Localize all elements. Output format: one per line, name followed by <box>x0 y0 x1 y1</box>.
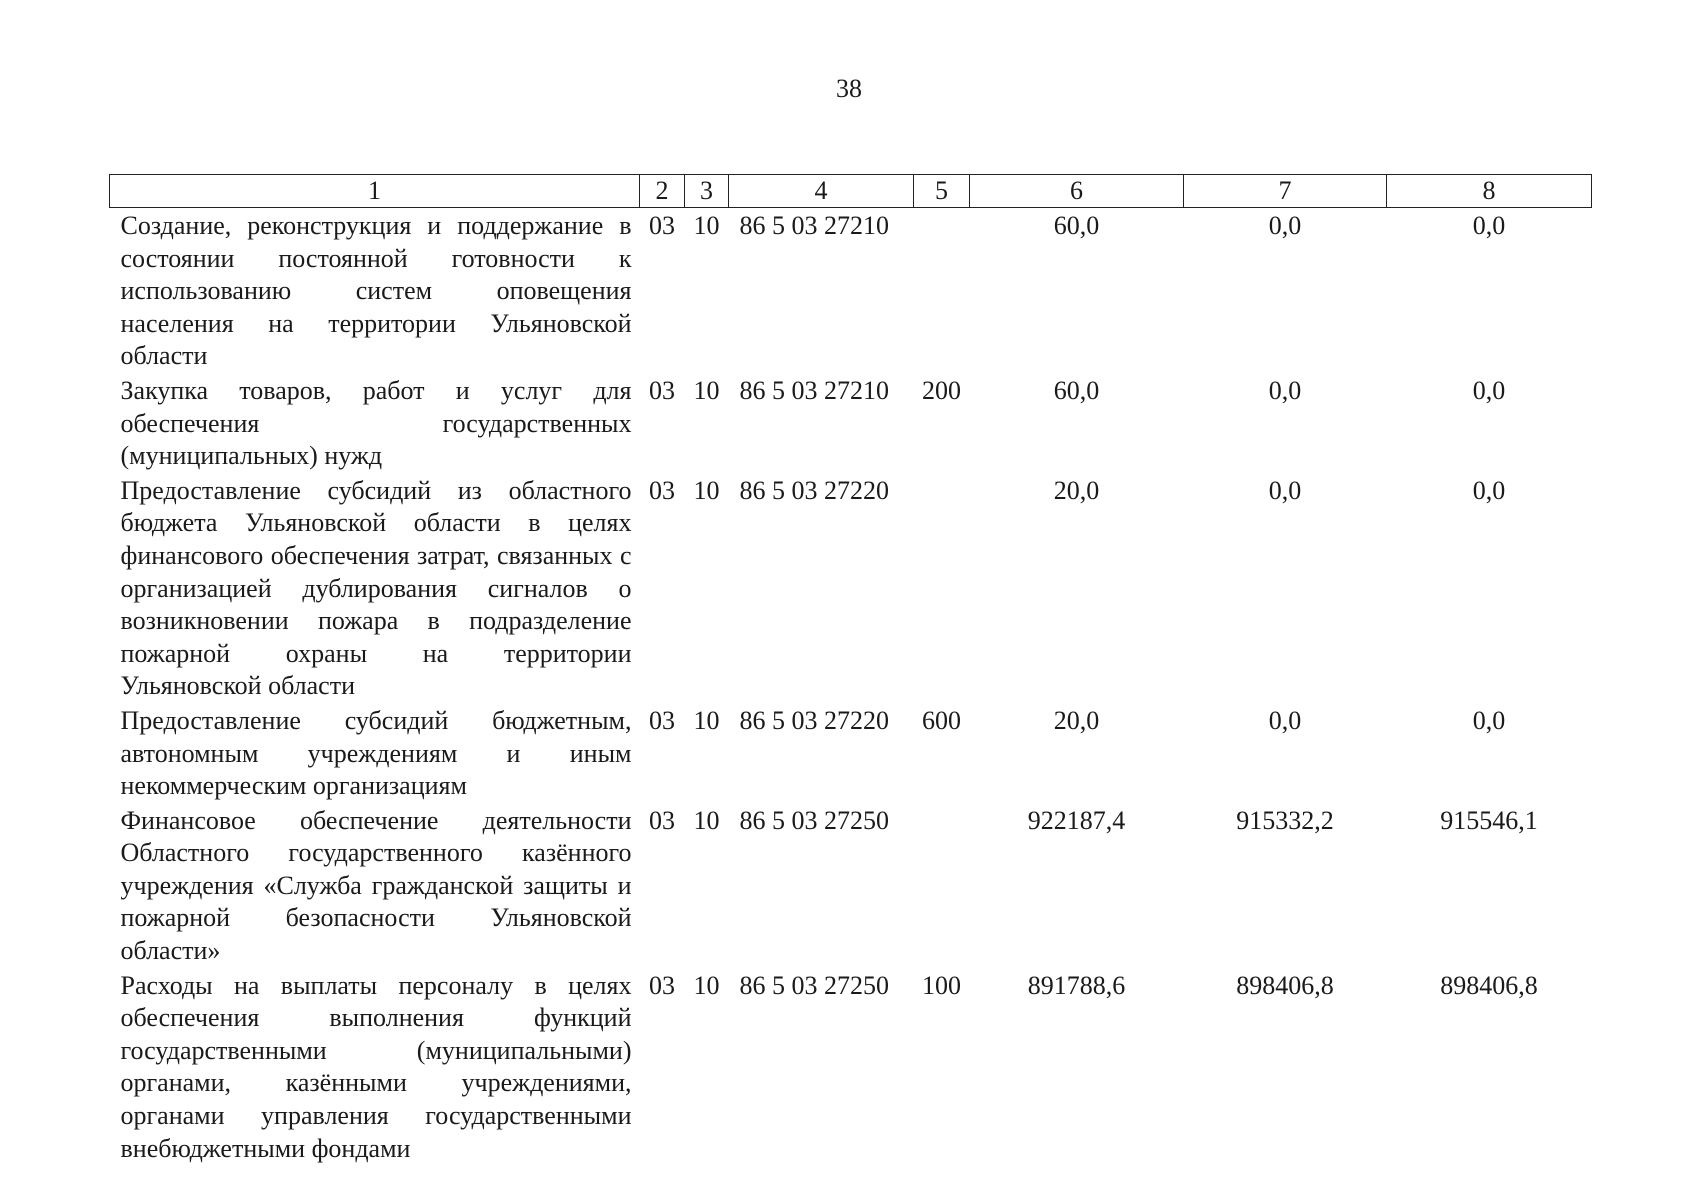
header-col-8: 8 <box>1387 175 1592 208</box>
row-amount-year1: 891788,6 <box>1027 970 1126 1000</box>
row-section: 03 <box>649 211 675 240</box>
row-amount-year2: 0,0 <box>1268 211 1302 240</box>
row-subsection: 10 <box>693 375 720 405</box>
row-amount-year1: 60,0 <box>1053 211 1100 240</box>
row-subsection: 10 <box>693 805 720 835</box>
row-expense-type <box>914 208 970 373</box>
table-row <box>110 703 1592 803</box>
budget-table <box>109 174 1592 1165</box>
header-col-7: 7 <box>1184 175 1387 208</box>
header-row <box>110 175 1592 208</box>
row-subsection: 10 <box>693 211 720 240</box>
row-expense-type <box>914 473 970 703</box>
header-col-4: 4 <box>729 175 914 208</box>
row-amount-year2: 0,0 <box>1268 705 1302 735</box>
row-target-article: 86 5 03 27220 <box>739 705 889 735</box>
row-amount-year3: 915546,1 <box>1440 805 1538 835</box>
row-subsection: 10 <box>693 475 720 505</box>
table-row <box>110 803 1592 968</box>
row-amount-year1: 60,0 <box>1053 375 1100 405</box>
header-col-2: 2 <box>640 175 685 208</box>
row-amount-year2: 0,0 <box>1268 475 1302 505</box>
row-expense-type: 100 <box>922 970 961 1000</box>
table-row <box>110 968 1592 1166</box>
table-row <box>110 373 1592 473</box>
row-section: 03 <box>649 970 675 1000</box>
row-amount-year3: 898406,8 <box>1440 970 1538 1000</box>
row-name: Расходы на выплаты персоналу в целях обеспечения выполнения функций государственными (муниципальными) органами, казёнными учреждениями, органами управления государственными внебюджетными фондами <box>120 970 632 1163</box>
table-row <box>110 208 1592 373</box>
row-name: Создание, реконструкция и поддержание в состоянии постоянной готовности к использованию систем оповещения населения на территории Ульяновской области <box>120 211 632 371</box>
row-amount-year3: 0,0 <box>1472 211 1506 240</box>
row-section: 03 <box>649 805 675 835</box>
header-col-6: 6 <box>970 175 1184 208</box>
row-amount-year2: 898406,8 <box>1236 970 1334 1000</box>
row-amount-year1: 922187,4 <box>1027 805 1126 835</box>
header-col-5: 5 <box>914 175 970 208</box>
header-col-1: 1 <box>110 175 640 208</box>
row-expense-type: 200 <box>922 375 961 405</box>
row-target-article: 86 5 03 27250 <box>739 805 889 835</box>
row-amount-year1: 20,0 <box>1053 475 1100 505</box>
row-amount-year3: 0,0 <box>1472 705 1506 735</box>
row-section: 03 <box>649 475 675 505</box>
row-amount-year3: 0,0 <box>1472 475 1506 505</box>
row-name: Предоставление субсидий бюджетным, автономным учреждениям и иным некоммерческим организациям <box>120 705 632 801</box>
row-amount-year2: 915332,2 <box>1236 805 1334 835</box>
row-name: Финансовое обеспечение деятельности Областного государственного казённого учреждения «Служба гражданской защиты и пожарной безопасности Ульяновской области» <box>120 805 632 966</box>
row-subsection: 10 <box>693 970 720 1000</box>
row-expense-type: 600 <box>922 705 961 735</box>
row-name: Закупка товаров, работ и услуг для обеспечения государственных (муниципальных) нужд <box>120 375 632 471</box>
row-target-article: 86 5 03 27220 <box>739 475 889 505</box>
row-amount-year3: 0,0 <box>1472 375 1506 405</box>
row-subsection: 10 <box>693 705 720 735</box>
row-target-article: 86 5 03 27250 <box>739 970 889 1000</box>
header-col-3: 3 <box>685 175 729 208</box>
row-section: 03 <box>649 375 675 405</box>
row-amount-year2: 0,0 <box>1268 375 1302 405</box>
row-section: 03 <box>649 705 675 735</box>
table-row <box>110 473 1592 703</box>
row-expense-type <box>914 803 970 968</box>
row-target-article: 86 5 03 27210 <box>739 211 889 240</box>
page-number: 38 <box>836 74 862 103</box>
row-name: Предоставление субсидий из областного бюджета Ульяновской области в целях финансового обеспечения затрат, связанных с организацией дублирования сигналов о возникновении пожара в подразделение пожарной охраны на территории Ульяновской области <box>120 475 632 701</box>
row-target-article: 86 5 03 27210 <box>739 375 889 405</box>
row-amount-year1: 20,0 <box>1053 705 1100 735</box>
